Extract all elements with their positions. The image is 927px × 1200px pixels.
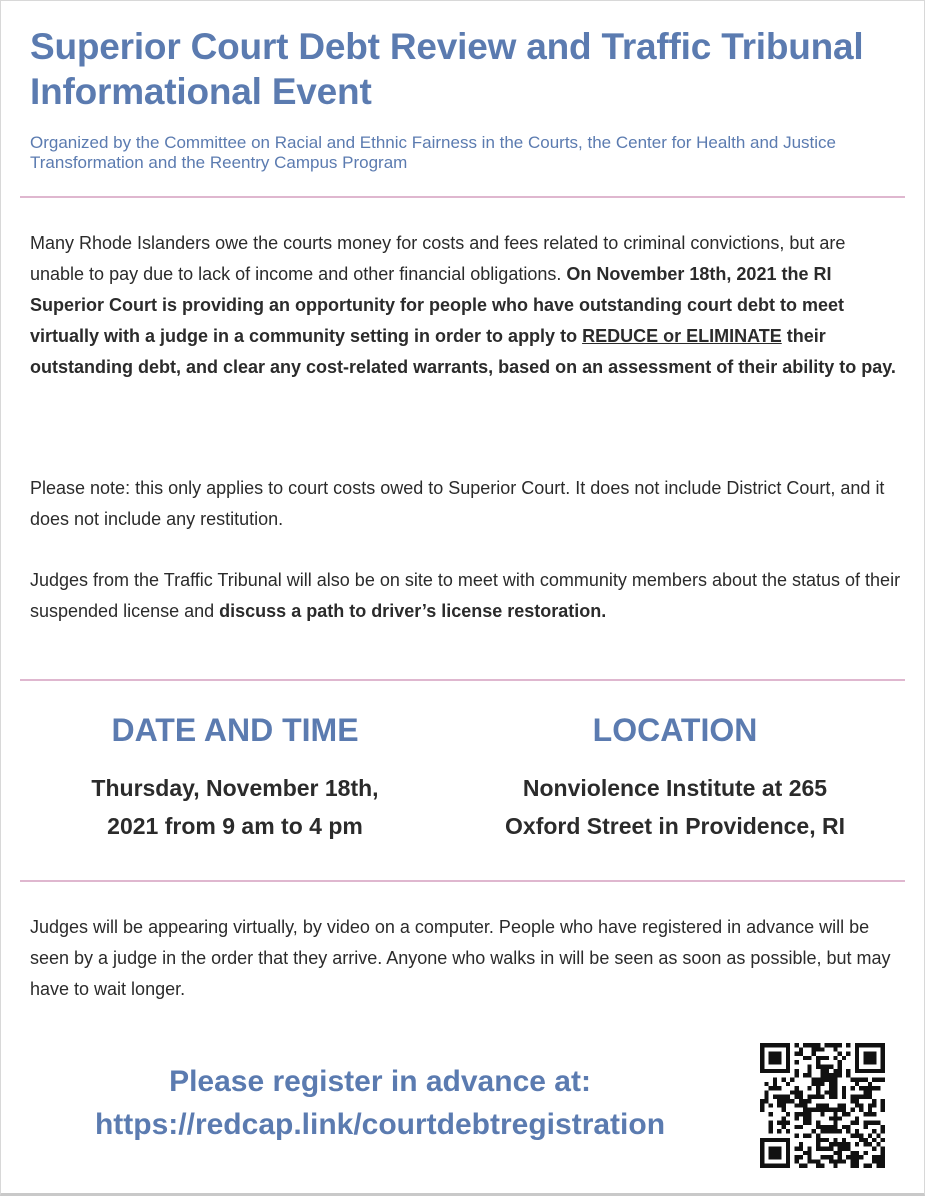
traffic-bold: discuss a path to driver’s license restoration. bbox=[219, 601, 607, 621]
register-callout bbox=[30, 1060, 730, 1146]
virtual-note-paragraph: Judges will be appearing virtually, by video on a computer. People who have registered in advance will be seen by a judge in the order that they arrive. Anyone who walks in will be seen as soon as possible, but may have to wait longer. bbox=[30, 917, 891, 999]
traffic-text: Judges from the Traffic Tribunal will also be on site to meet with community members about the status of their suspended license and bbox=[30, 570, 901, 621]
intro-sentence: Many Rhode Islanders owe the courts money for costs and fees related to criminal convictions, but are unable to pay due to lack of income and other financial obligations. bbox=[30, 233, 846, 284]
organizers-subtitle: Organized by the Committee on Racial and Ethnic Fairness in the Courts, the Center for Health and Justice Transformation and the Reentry Campus Program bbox=[30, 133, 837, 172]
date-time-details bbox=[25, 769, 445, 845]
divider-middle bbox=[20, 679, 905, 681]
note-paragraph: Please note: this only applies to court costs owed to Superior Court. It does not include District Court, and it does not include any restitution. bbox=[30, 478, 885, 529]
date-time-heading: DATE AND TIME bbox=[111, 712, 359, 748]
intro-bold-part-1: On November 18th, 2021 the RI Superior Court is providing an opportunity for people who have outstanding court debt to meet virtually with a judge in a community setting in order to apply to bbox=[30, 264, 845, 346]
divider-bottom bbox=[20, 880, 905, 882]
location-heading: LOCATION bbox=[592, 712, 758, 748]
location-details bbox=[465, 769, 885, 845]
registration-link[interactable]: https://redcap.link/courtdebtregistration bbox=[94, 1108, 666, 1141]
qr-code-icon[interactable] bbox=[760, 1043, 885, 1168]
intro-bold-part-2: their outstanding debt, and clear any cost-related warrants, based on an assessment of their ability to pay. bbox=[30, 326, 896, 377]
register-prompt: Please register in advance at: bbox=[169, 1065, 591, 1098]
location-line-1: Nonviolence Institute at 265 bbox=[522, 775, 828, 801]
divider-top bbox=[20, 196, 905, 198]
date-line-1: Thursday, November 18th, bbox=[91, 775, 379, 801]
traffic-paragraph bbox=[30, 565, 902, 627]
location-line-2: Oxford Street in Providence, RI bbox=[505, 813, 845, 839]
date-line-2: 2021 from 9 am to 4 pm bbox=[107, 813, 363, 839]
event-title: Superior Court Debt Review and Traffic Tribunal Informational Event bbox=[30, 26, 864, 112]
reduce-eliminate-emphasis: REDUCE or ELIMINATE bbox=[582, 326, 782, 346]
intro-paragraph bbox=[30, 228, 902, 383]
